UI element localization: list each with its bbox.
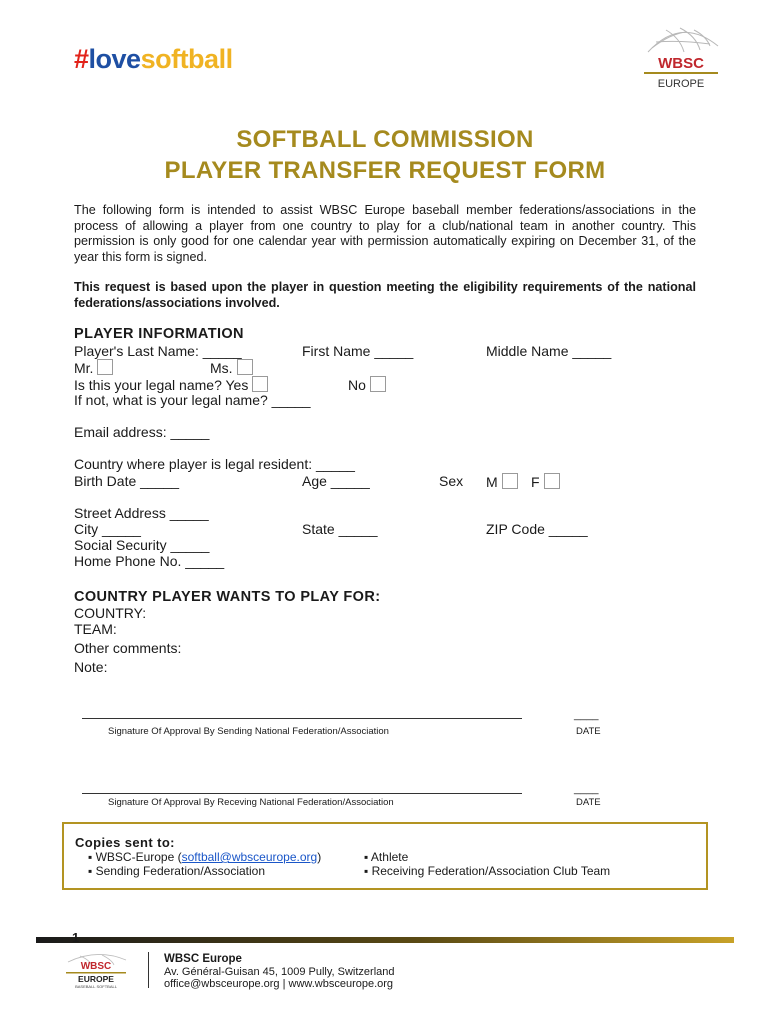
ms-checkbox[interactable] xyxy=(237,359,253,375)
mr-label: Mr. xyxy=(74,360,94,376)
state-field[interactable]: State _____ xyxy=(302,521,378,537)
intro-paragraph: The following form is intended to assist WBSC Europe baseball member federations/associations in the process of allowing a player from one country to play for a club/national team in another country. This permission is only good for one calendar year with permission automatically expiring on December 31, of the year this form is signed. xyxy=(74,203,696,264)
wbsc-europe-logo xyxy=(640,22,722,94)
hashtag-softball: softball xyxy=(140,44,233,74)
softball-email-link[interactable]: softball@wbsceurope.org xyxy=(181,850,318,864)
footer-address: Av. Général-Guisan 45, 1009 Pully, Switzerland xyxy=(164,966,395,978)
country-resident-field[interactable]: Country where player is legal resident: _____ xyxy=(74,456,355,472)
mr-option xyxy=(74,359,113,376)
copies-item-wbsc-prefix: ▪ WBSC-Europe ( xyxy=(88,850,182,864)
page-number: 1 xyxy=(72,930,80,945)
hash-symbol: # xyxy=(74,44,89,74)
logo-europe-text: EUROPE xyxy=(657,78,705,90)
copies-item-athlete: ▪ Athlete xyxy=(364,850,409,864)
copies-heading: Copies sent to: xyxy=(75,835,175,850)
email-field[interactable]: Email address: _____ xyxy=(74,424,210,440)
country-field[interactable]: COUNTRY: xyxy=(74,605,147,621)
last-name-field[interactable]: Player's Last Name: _____ xyxy=(74,343,242,359)
title-line-1: SOFTBALL COMMISSION xyxy=(236,126,534,153)
receiving-signature-label: Signature Of Approval By Receving National Federation/Association xyxy=(108,797,394,808)
receiving-date-label: DATE xyxy=(576,797,601,808)
copies-item-wbsc-suffix: ) xyxy=(317,850,322,864)
zip-code-field[interactable]: ZIP Code _____ xyxy=(486,521,588,537)
sex-f-label: F xyxy=(531,474,540,490)
legal-name-alt-field[interactable]: If not, what is your legal name? _____ xyxy=(74,392,311,408)
team-field[interactable]: TEAM: xyxy=(74,621,117,637)
player-info-heading: PLAYER INFORMATION xyxy=(74,326,244,342)
sending-date-label: DATE xyxy=(576,726,601,737)
city-field[interactable]: City _____ xyxy=(74,521,141,537)
middle-name-field[interactable]: Middle Name _____ xyxy=(486,343,612,359)
footer-gradient-bar xyxy=(36,937,734,943)
sex-f-option xyxy=(531,473,560,490)
legal-name-no-label: No xyxy=(348,377,366,393)
first-name-field[interactable]: First Name _____ xyxy=(302,343,414,359)
age-field[interactable]: Age _____ xyxy=(302,473,370,489)
home-phone-field[interactable]: Home Phone No. _____ xyxy=(74,553,225,569)
title-line-2: PLAYER TRANSFER REQUEST FORM xyxy=(164,157,606,184)
copies-item-receiving: ▪ Receiving Federation/Association Club Team xyxy=(364,864,611,878)
ms-label: Ms. xyxy=(210,360,233,376)
hashtag-love: love xyxy=(88,44,141,74)
social-security-field[interactable]: Social Security _____ xyxy=(74,537,210,553)
legal-name-yes-option xyxy=(74,376,268,393)
sending-date-line[interactable]: ____ xyxy=(574,709,599,721)
receiving-signature-line[interactable] xyxy=(82,793,522,794)
sex-m-checkbox[interactable] xyxy=(502,473,518,489)
birth-date-field[interactable]: Birth Date _____ xyxy=(74,473,180,489)
copies-item-sending: ▪ Sending Federation/Association xyxy=(88,864,266,878)
legal-name-question: Is this your legal name? Yes xyxy=(74,377,249,393)
legal-name-no-option xyxy=(348,376,386,393)
sending-signature-line[interactable] xyxy=(82,718,522,719)
sex-f-checkbox[interactable] xyxy=(544,473,560,489)
sending-signature-label: Signature Of Approval By Sending National Federation/Association xyxy=(108,726,389,737)
footer-divider xyxy=(148,952,149,988)
footer-contact: office@wbsceurope.org | www.wbsceurope.org xyxy=(164,978,394,990)
lovesoftball-hashtag xyxy=(74,44,233,75)
footer-logo-europe-text: EUROPE xyxy=(78,974,114,984)
ms-option xyxy=(210,359,253,376)
sex-m-option xyxy=(486,473,518,490)
copies-item-wbsc xyxy=(88,850,321,864)
eligibility-paragraph: This request is based upon the player in question meeting the eligibility requirements of the national federations/associations involved. xyxy=(74,280,696,310)
legal-name-no-checkbox[interactable] xyxy=(370,376,386,392)
country-section-heading: COUNTRY PLAYER WANTS TO PLAY FOR: xyxy=(74,589,381,605)
globe-icon xyxy=(648,28,718,52)
mr-checkbox[interactable] xyxy=(97,359,113,375)
street-address-field[interactable]: Street Address _____ xyxy=(74,505,209,521)
sex-label: Sex xyxy=(439,473,464,489)
receiving-date-line[interactable]: ____ xyxy=(574,783,599,795)
other-comments-field[interactable]: Other comments: xyxy=(74,640,182,656)
logo-wbsc-text: WBSC xyxy=(658,55,704,72)
copies-sent-box xyxy=(62,822,708,890)
footer-logo-sub-text: BASEBALL SOFTBALL xyxy=(75,984,117,989)
sex-m-label: M xyxy=(486,474,498,490)
footer-logo-wbsc-text: WBSC xyxy=(80,961,112,972)
logo-gold-bar xyxy=(644,72,718,74)
footer-org-name: WBSC Europe xyxy=(164,953,242,965)
note-field[interactable]: Note: xyxy=(74,659,108,675)
footer-wbsc-logo xyxy=(62,952,132,990)
legal-name-yes-checkbox[interactable] xyxy=(252,376,268,392)
